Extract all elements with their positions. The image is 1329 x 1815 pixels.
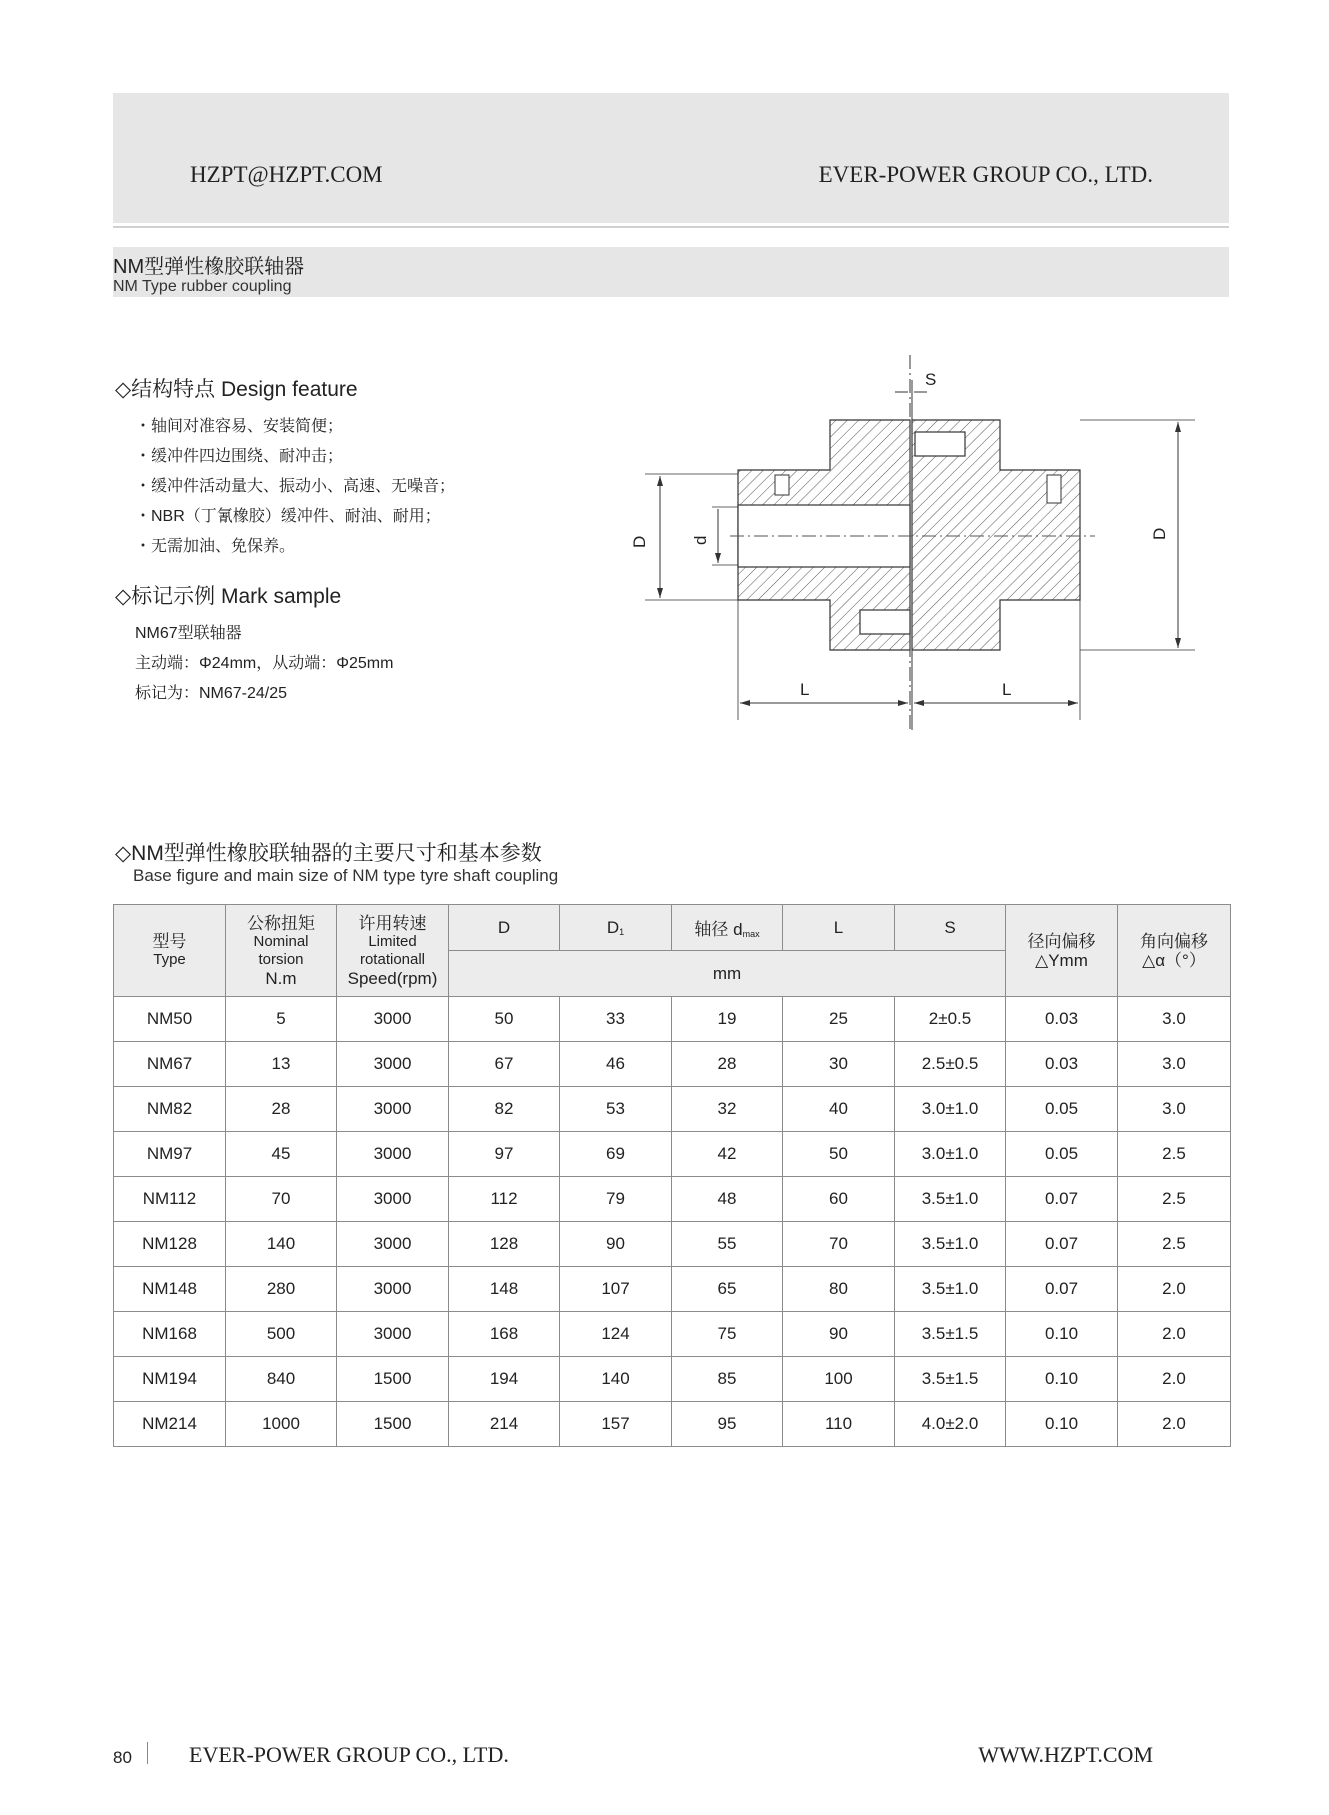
table-cell: 3000 [337,1042,449,1087]
table-cell: NM67 [114,1042,226,1087]
header-dmax: 轴径 $d_{max}$ [672,905,783,951]
table-cell: 2.5 [1118,1132,1231,1177]
table-cell: 500 [226,1312,337,1357]
feature-item: ・轴间对准容易、安装简便； [135,418,344,435]
feature-item: ・缓冲件活动量大、振动小、高速、无噪音； [135,478,456,495]
table-cell: 42 [672,1132,783,1177]
dim-label-D: D [1150,527,1169,540]
header-type: 型号 Type [114,905,226,997]
header-band [113,93,1229,223]
table-cell: 2±0.5 [895,997,1006,1042]
table-cell: 75 [672,1312,783,1357]
footer-website: WWW.HZPT.COM [978,1742,1153,1767]
mark-sample-line: NM67型联轴器 [135,625,242,642]
rubber-element-top [915,432,965,456]
table-row [114,1087,1231,1132]
table-cell: 60 [783,1177,895,1222]
header-angular: 角向偏移 △α（°） [1118,905,1231,997]
table-cell: 67 [449,1042,560,1087]
table-cell: 0.03 [1006,1042,1118,1087]
table-row [114,1177,1231,1222]
table-cell: 70 [783,1222,895,1267]
table-cell: 48 [672,1177,783,1222]
table-row [114,1312,1231,1357]
table-cell: 53 [560,1087,672,1132]
table-cell: 45 [226,1132,337,1177]
mark-sample-line: 主动端：Φ24mm，从动端：Φ25mm [135,655,394,672]
table-cell: 3.0 [1118,1087,1231,1132]
table-cell: 2.5 [1118,1222,1231,1267]
table-cell: 55 [672,1222,783,1267]
table-cell: 3.5±1.0 [895,1222,1006,1267]
table-cell: NM82 [114,1087,226,1132]
table-cell: 0.10 [1006,1402,1118,1447]
table-row [114,1267,1231,1312]
table-cell: 82 [449,1087,560,1132]
mark-sample-line: 标记为：NM67-24/25 [135,685,288,702]
dim-label-L-left: L [800,680,810,699]
table-cell: 100 [783,1357,895,1402]
table-cell: 30 [783,1042,895,1087]
spec-table [113,904,1231,1447]
table-cell: 79 [560,1177,672,1222]
table-cell: NM214 [114,1402,226,1447]
table-cell: 65 [672,1267,783,1312]
table-cell: 3.5±1.0 [895,1267,1006,1312]
header-torsion: 公称扭矩 Nominal torsion N.m [226,905,337,997]
page-title-en: NM Type rubber coupling [113,278,292,295]
table-cell: 3.5±1.5 [895,1312,1006,1357]
dim-label-D1: D [630,535,649,548]
table-cell: 3.0±1.0 [895,1132,1006,1177]
table-cell: 85 [672,1357,783,1402]
table-cell: 3000 [337,1312,449,1357]
table-cell: 13 [226,1042,337,1087]
table-cell: NM128 [114,1222,226,1267]
footer-divider [147,1742,148,1764]
table-cell: 2.0 [1118,1267,1231,1312]
table-cell: 32 [672,1087,783,1132]
table-cell: 0.07 [1006,1267,1118,1312]
table-cell: 157 [560,1402,672,1447]
feature-item: ・无需加油、免保养。 [135,538,296,555]
table-cell: 840 [226,1357,337,1402]
table-cell: 0.03 [1006,997,1118,1042]
header-company: EVER-POWER GROUP CO., LTD. [818,162,1153,187]
header-L: L [783,905,895,951]
feature-item: ・NBR（丁氰橡胶）缓冲件、耐油、耐用； [135,508,441,525]
table-cell: 28 [226,1087,337,1132]
table-cell: 1000 [226,1402,337,1447]
table-cell: 168 [449,1312,560,1357]
dim-label-d: d [691,535,710,545]
coupling-drawing [620,355,1200,735]
table-cell: 3000 [337,997,449,1042]
header-speed: 许用转速 Limited rotationall Speed(rpm) [337,905,449,997]
table-cell: 3000 [337,1222,449,1267]
table-cell: 110 [783,1402,895,1447]
table-cell: 2.0 [1118,1357,1231,1402]
table-cell: 112 [449,1177,560,1222]
table-cell: 46 [560,1042,672,1087]
table-cell: 148 [449,1267,560,1312]
mark-sample-heading: ◇标记示例 Mark sample [115,585,342,608]
table-cell: 2.5±0.5 [895,1042,1006,1087]
design-feature-heading: ◇结构特点 Design feature [115,378,358,401]
table-cell: 50 [449,997,560,1042]
table-cell: 4.0±2.0 [895,1402,1006,1447]
page-number: 80 [113,1748,132,1767]
table-cell: 19 [672,997,783,1042]
table-cell: NM50 [114,997,226,1042]
table-row [114,1357,1231,1402]
table-title-cn: ◇NM型弹性橡胶联轴器的主要尺寸和基本参数 [115,842,542,865]
header-divider [113,226,1229,228]
set-screw-right [1047,475,1061,503]
table-cell: 95 [672,1402,783,1447]
table-cell: 0.07 [1006,1222,1118,1267]
table-cell: 2.0 [1118,1402,1231,1447]
header-unit-mm: mm [449,951,1006,997]
feature-item: ・缓冲件四边围绕、耐冲击； [135,448,344,465]
table-row [114,1042,1231,1087]
table-cell: 280 [226,1267,337,1312]
table-cell: 3.0 [1118,1042,1231,1087]
table-cell: 3.0 [1118,997,1231,1042]
table-cell: 140 [226,1222,337,1267]
table-cell: 0.10 [1006,1312,1118,1357]
table-cell: NM112 [114,1177,226,1222]
table-cell: 5 [226,997,337,1042]
dim-label-L-right: L [1002,680,1012,699]
table-cell: 0.07 [1006,1177,1118,1222]
table-cell: 0.05 [1006,1087,1118,1132]
table-row [114,1132,1231,1177]
table-cell: 40 [783,1087,895,1132]
table-cell: 1500 [337,1402,449,1447]
table-cell: 3.5±1.5 [895,1357,1006,1402]
table-cell: 50 [783,1132,895,1177]
table-cell: 90 [783,1312,895,1357]
table-cell: 3.0±1.0 [895,1087,1006,1132]
table-cell: 3000 [337,1087,449,1132]
table-cell: 70 [226,1177,337,1222]
table-cell: 214 [449,1402,560,1447]
table-cell: 124 [560,1312,672,1357]
table-cell: 25 [783,997,895,1042]
table-cell: 107 [560,1267,672,1312]
table-cell: 194 [449,1357,560,1402]
table-cell: NM97 [114,1132,226,1177]
table-cell: 28 [672,1042,783,1087]
table-cell: 33 [560,997,672,1042]
table-cell: 3000 [337,1132,449,1177]
table-cell: 90 [560,1222,672,1267]
table-cell: 3.5±1.0 [895,1177,1006,1222]
table-cell: 0.10 [1006,1357,1118,1402]
table-cell: 69 [560,1132,672,1177]
header-D1: $D_1$ [560,905,672,951]
header-S: S [895,905,1006,951]
header-email: HZPT@HZPT.COM [190,162,383,187]
set-screw-left [775,475,789,495]
table-row [114,997,1231,1042]
table-row [114,1402,1231,1447]
rubber-element-bottom [860,610,910,634]
table-cell: 80 [783,1267,895,1312]
table-cell: 3000 [337,1267,449,1312]
dim-label-s: S [925,370,937,389]
table-row [114,1222,1231,1267]
table-cell: 97 [449,1132,560,1177]
header-D: D [449,905,560,951]
header-radial: 径向偏移 △Ymm [1006,905,1118,997]
table-cell: NM168 [114,1312,226,1357]
table-cell: 3000 [337,1177,449,1222]
table-cell: 2.5 [1118,1177,1231,1222]
page-title-cn: NM型弹性橡胶联轴器 [113,256,305,278]
table-cell: NM148 [114,1267,226,1312]
table-cell: 0.05 [1006,1132,1118,1177]
table-cell: 128 [449,1222,560,1267]
table-title-en: Base figure and main size of NM type tyre shaft coupling [133,866,559,885]
footer-company: EVER-POWER GROUP CO., LTD. [189,1742,509,1767]
table-cell: NM194 [114,1357,226,1402]
table-cell: 2.0 [1118,1312,1231,1357]
table-cell: 140 [560,1357,672,1402]
table-cell: 1500 [337,1357,449,1402]
